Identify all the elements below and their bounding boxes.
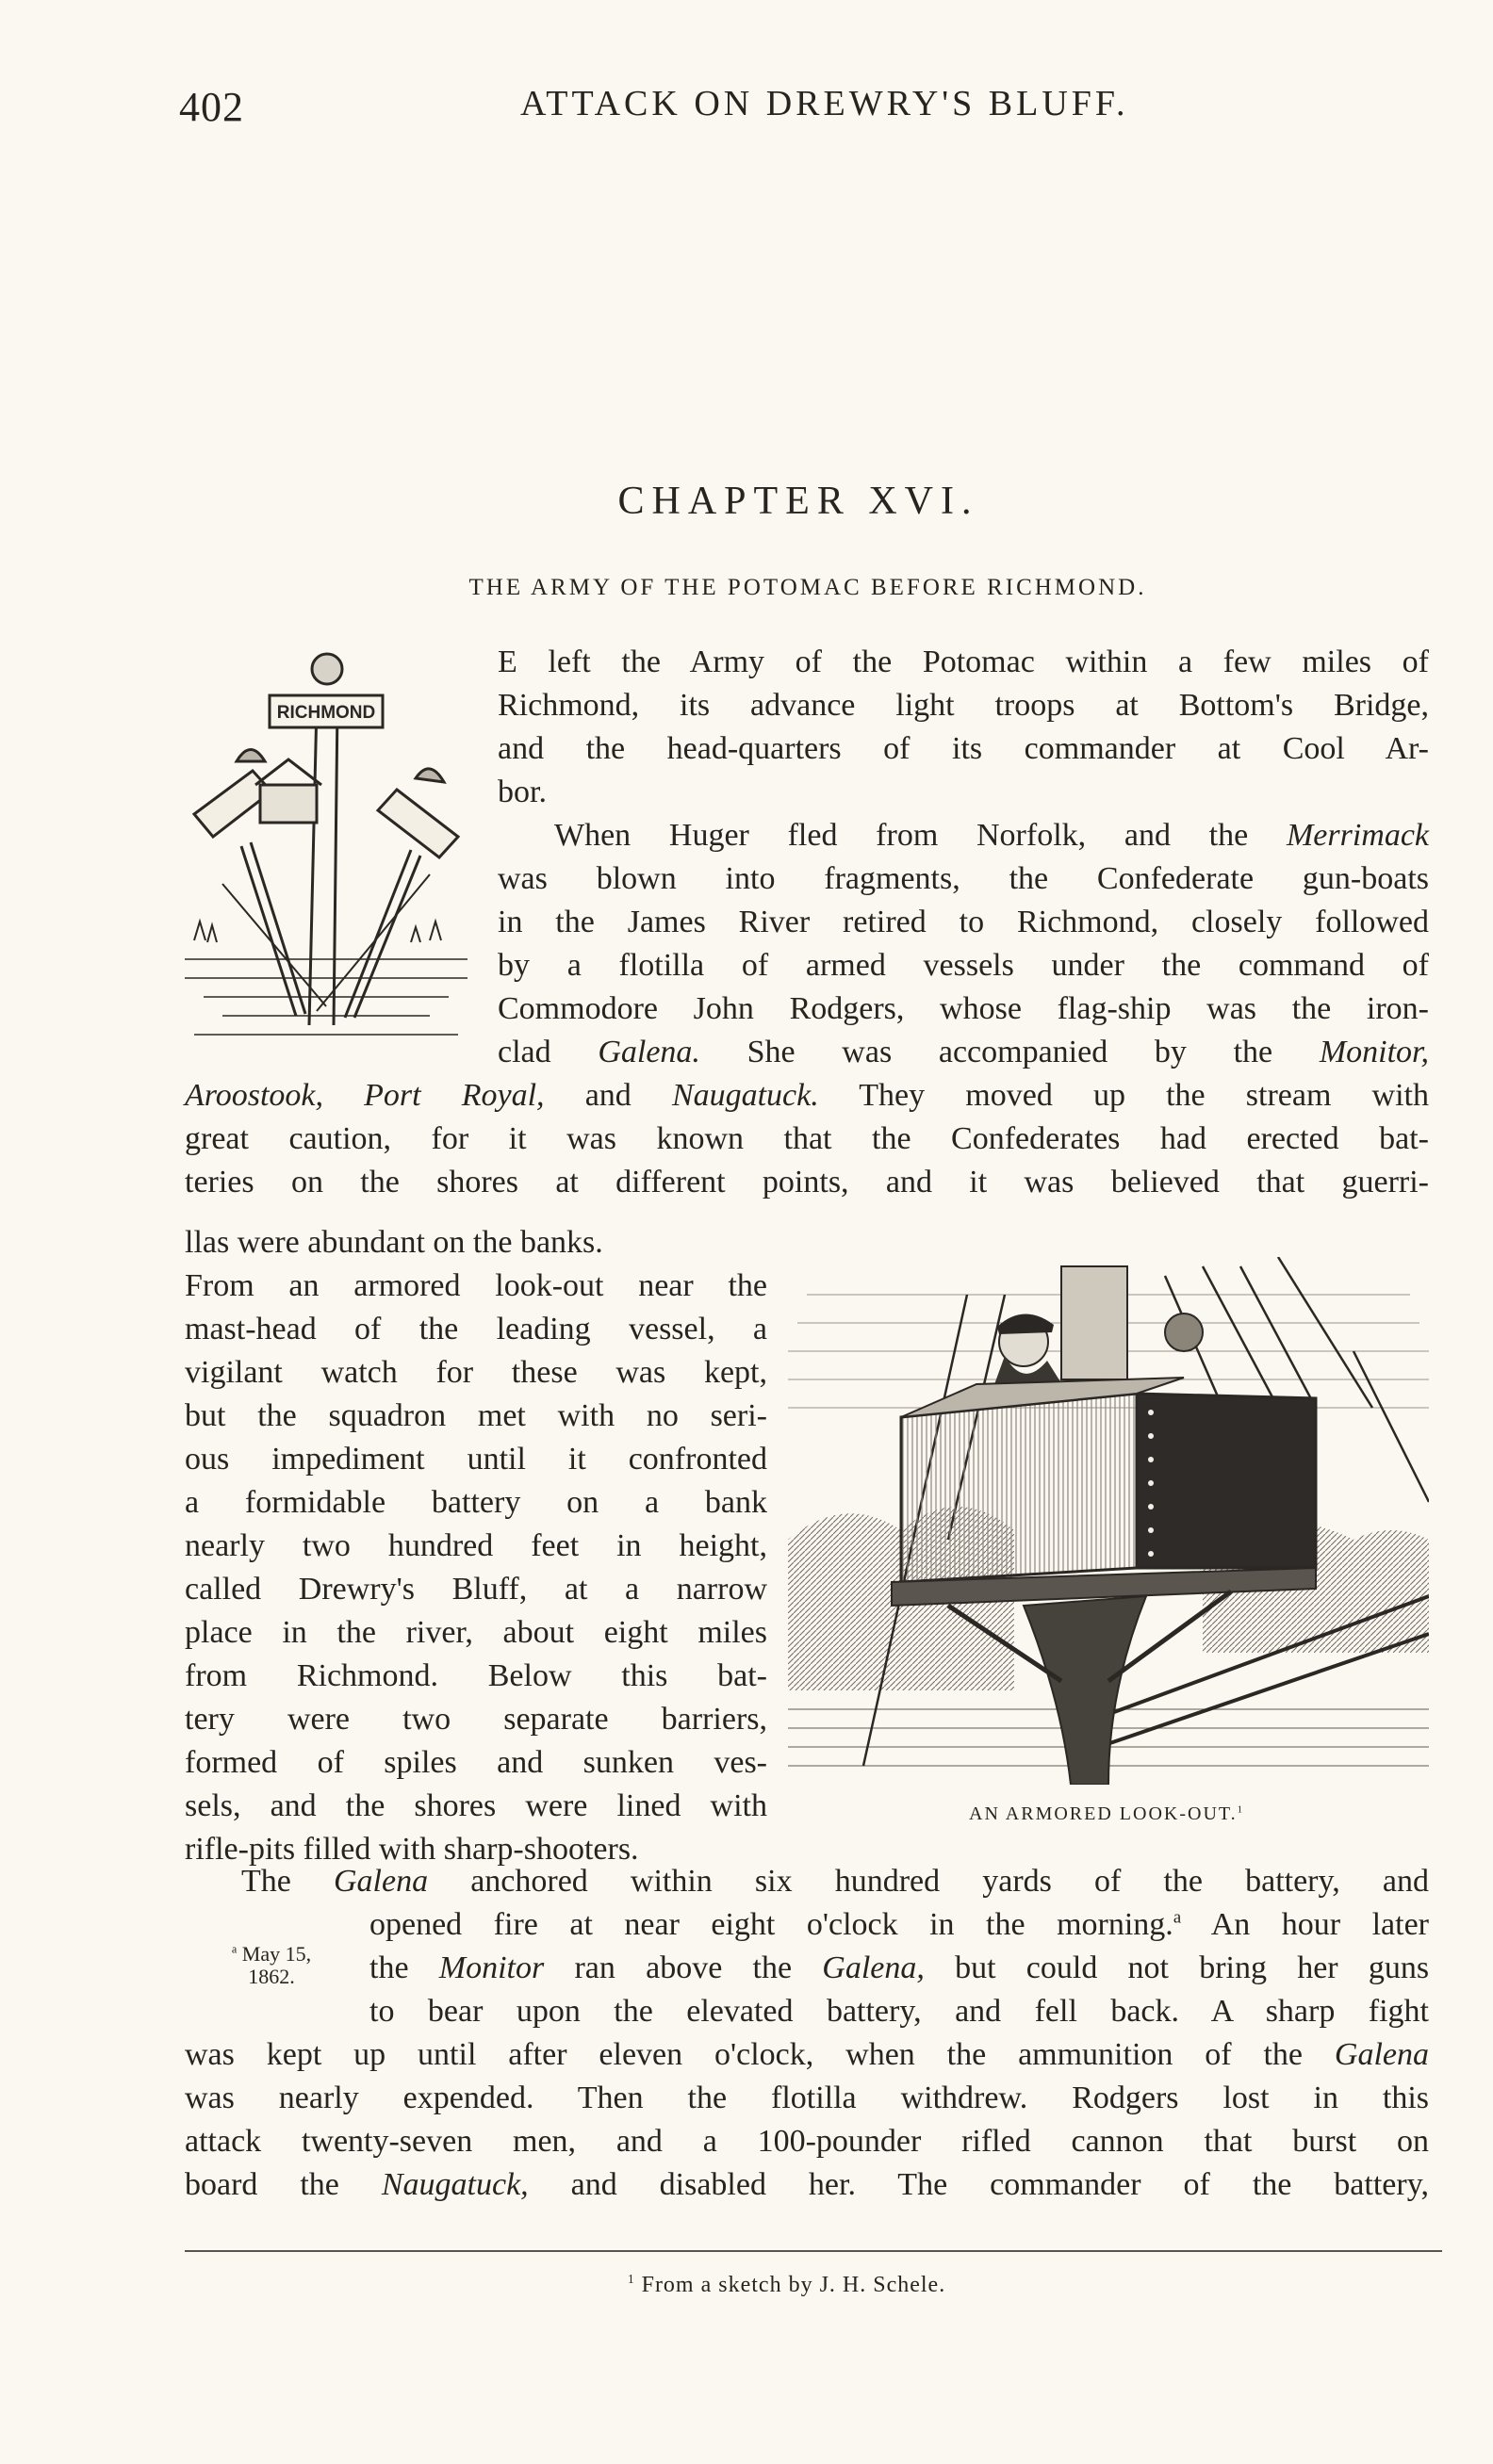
ship-name: Galena. — [598, 1035, 700, 1069]
text-line: ous impediment until it confronted — [185, 1442, 767, 1477]
ship-name: Merrimack — [1286, 818, 1430, 853]
text-line — [185, 1860, 1429, 1903]
ship-name: Aroostook, — [185, 1078, 324, 1113]
text-line: and the head-quarters of its commander at Cool Ar- — [498, 731, 1429, 766]
text-line: sels, and the shores were lined with — [185, 1788, 767, 1823]
text-line: From an armored look-out near the — [185, 1268, 767, 1303]
ship-name: Naugatuck, — [381, 2167, 529, 2202]
footnote-text: From a sketch by J. H. Schele. — [641, 2273, 946, 2297]
text-line: by a flotilla of armed vessels under the command of — [498, 948, 1429, 983]
figure-caption — [969, 1803, 1244, 1825]
closing-paragraph — [185, 1860, 1429, 2207]
text-run: anchored within six hundred yards of the battery, and — [470, 1864, 1430, 1899]
text-line: called Drewry's Bluff, at a narrow — [185, 1572, 767, 1607]
text-line — [498, 1031, 1429, 1074]
ship-name: Naugatuck. — [671, 1078, 819, 1113]
opening-paragraph — [498, 641, 1429, 1074]
margin-date-note — [215, 1943, 328, 1988]
ship-name: Monitor — [438, 1950, 545, 1985]
text-line: E left the Army of the Potomac within a few miles of — [498, 645, 1429, 679]
text-line: a formidable battery on a bank — [185, 1485, 767, 1520]
text-line: great caution, for it was known that the Confederates had erected bat- — [185, 1121, 1429, 1156]
text-line: vigilant watch for these was kept, — [185, 1355, 767, 1390]
margin-date-year: 1862. — [248, 1965, 295, 1988]
text-line: llas were abundant on the banks. — [185, 1225, 603, 1260]
text-line: Richmond, its advance light troops at Bottom's Bridge, — [498, 688, 1429, 723]
text-line — [185, 2163, 1429, 2207]
richmond-sign-text: RICHMOND — [276, 703, 376, 723]
sidenote-marker: a — [1173, 1907, 1182, 1928]
text-line: teries on the shores at different points, and it was believed that guerri- — [185, 1165, 1429, 1199]
chapter-subtitle: THE ARMY OF THE POTOMAC BEFORE RICHMOND. — [468, 575, 1147, 600]
text-line — [185, 2033, 1429, 2077]
ship-name: Galena, — [822, 1950, 925, 1985]
text-run: When Huger fled from Norfolk, and the — [554, 818, 1249, 853]
ship-name: Monitor, — [1319, 1035, 1429, 1069]
text-line: was nearly expended. Then the flotilla withdrew. Rodgers lost in this — [185, 2081, 1429, 2115]
margin-marker: a — [231, 1942, 238, 1956]
footnote-marker: 1 — [628, 2272, 635, 2286]
text-line: place in the river, about eight miles — [185, 1615, 767, 1650]
text-line: attack twenty-seven men, and a 100-pounder rifled cannon that burst on — [185, 2124, 1429, 2159]
text-line: in the James River retired to Richmond, closely followed — [498, 905, 1429, 939]
text-line: Commodore John Rodgers, whose flag-ship was the iron- — [498, 991, 1429, 1026]
ship-name: Port Royal, — [364, 1078, 545, 1113]
text-line — [185, 1903, 1429, 1947]
full-width-lines — [185, 1074, 1429, 1204]
page-number: 402 — [179, 84, 244, 130]
margin-date-month: May 15, — [241, 1942, 312, 1966]
text-run: clad — [498, 1035, 551, 1069]
caption-text: AN ARMORED LOOK-OUT. — [969, 1803, 1238, 1824]
text-line: tery were two separate barriers, — [185, 1702, 767, 1737]
text-line: rifle-pits filled with sharp-shooters. — [185, 1832, 639, 1867]
text-run: and — [584, 1078, 632, 1113]
margin-date-line — [215, 1943, 328, 1966]
narrow-column — [185, 1221, 767, 1871]
text-run: board the — [185, 2167, 339, 2202]
text-line — [185, 1947, 1429, 1990]
text-line: was blown into fragments, the Confederate gun-boats — [498, 861, 1429, 896]
text-run: ran above the — [574, 1950, 793, 1985]
text-line: mast-head of the leading vessel, a — [185, 1312, 767, 1346]
text-run: but could not bring her guns — [955, 1950, 1430, 1985]
text-run: They moved up the stream with — [859, 1078, 1429, 1113]
text-line: bor. — [498, 775, 547, 809]
signpost-illustration — [185, 648, 468, 1044]
text-run: opened fire at near eight o'clock in the morning. — [369, 1907, 1173, 1942]
text-run: She was accompanied by the — [746, 1035, 1273, 1069]
text-run: The — [241, 1864, 291, 1899]
footnote — [628, 2273, 945, 2298]
text-line: formed of spiles and sunken ves- — [185, 1745, 767, 1780]
text-line — [498, 814, 1429, 857]
text-run: was kept up until after eleven o'clock, when the ammunition of the — [185, 2037, 1304, 2072]
caption-footnote-marker: 1 — [1237, 1803, 1245, 1816]
running-title: ATTACK ON DREWRY'S BLUFF. — [520, 84, 1129, 123]
chapter-title: CHAPTER XVI. — [617, 480, 979, 523]
text-run: the — [369, 1950, 409, 1985]
text-line: to bear upon the elevated battery, and fell back. A sharp fight — [369, 1994, 1429, 2029]
text-line: nearly two hundred feet in height, — [185, 1528, 767, 1563]
text-run: and disabled her. The commander of the battery, — [570, 2167, 1429, 2202]
ship-name: Galena — [333, 1864, 429, 1899]
ship-name: Galena — [1334, 2037, 1429, 2072]
footnote-rule — [185, 2250, 1442, 2252]
armored-lookout-figure — [788, 1257, 1429, 1785]
text-run: An hour later — [1210, 1907, 1429, 1942]
text-line: from Richmond. Below this bat- — [185, 1658, 767, 1693]
text-line: but the squadron met with no seri- — [185, 1398, 767, 1433]
text-line — [185, 1074, 1429, 1118]
